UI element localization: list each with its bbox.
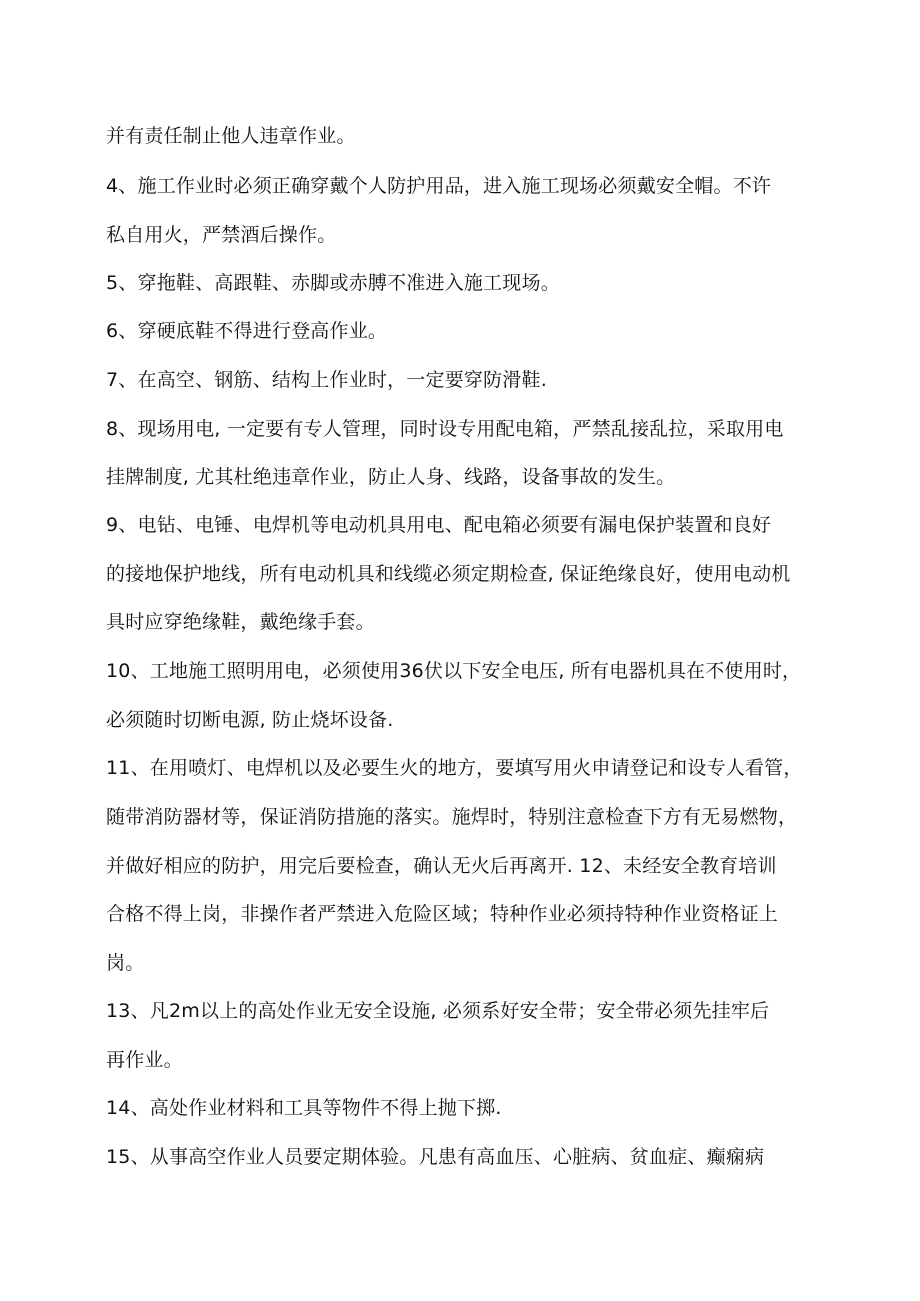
text-line: 10、工地施工照明用电，必须使用36伏以下安全电压, 所有电器机具在不使用时， — [106, 660, 802, 682]
text-line: 14、高处作业材料和工具等物件不得上抛下掷. — [106, 1097, 502, 1119]
text-line: 15、从事高空作业人员要定期体验。凡患有高血压、心脏病、贫血症、癫痫病 — [106, 1146, 765, 1168]
text-line: 再作业。 — [106, 1049, 183, 1071]
text-line: 13、凡2m以上的高处作业无安全设施, 必须系好安全带；安全带必须先挂牢后 — [106, 1000, 770, 1022]
text-line: 7、在高空、钢筋、结构上作业时，一定要穿防滑鞋. — [106, 369, 547, 391]
text-line: 的接地保护地线，所有电动机具和线缆必须定期检查, 保证绝缘良好，使用电动机 — [106, 563, 791, 585]
text-line: 5、穿拖鞋、高跟鞋、赤脚或赤膊不准进入施工现场。 — [106, 272, 560, 294]
text-line: 私自用火，严禁酒后操作。 — [106, 224, 337, 246]
text-line: 具时应穿绝缘鞋，戴绝缘手套。 — [106, 611, 375, 633]
text-line: 合格不得上岗，非操作者严禁进入危险区域；特种作业必须持特种作业资格证上 — [106, 903, 779, 925]
text-line: 8、现场用电, 一定要有专人管理，同时设专用配电箱，严禁乱接乱拉，采取用电 — [106, 418, 784, 440]
text-line: 6、穿硬底鞋不得进行登高作业。 — [106, 320, 388, 342]
text-line: 必须随时切断电源, 防止烧坏设备. — [106, 709, 394, 731]
text-line: 4、施工作业时必须正确穿戴个人防护用品，进入施工现场必须戴安全帽。不许 — [106, 175, 772, 197]
text-line: 11、在用喷灯、电焊机以及必要生火的地方，要填写用火申请登记和设专人看管， — [106, 757, 803, 779]
text-line: 并有责任制止他人违章作业。 — [106, 125, 356, 147]
text-line: 并做好相应的防护，用完后要检查，确认无火后再离开. 12、未经安全教育培训 — [106, 855, 777, 877]
text-line: 挂牌制度, 尤其杜绝违章作业，防止人身、线路，设备事故的发生。 — [106, 466, 676, 488]
text-line: 岗。 — [106, 952, 145, 974]
text-line: 9、电钻、电锤、电焊机等电动机具用电、配电箱必须要有漏电保护装置和良好 — [106, 514, 772, 536]
text-line: 随带消防器材等，保证消防措施的落实。施焊时，特别注意检查下方有无易燃物， — [106, 806, 798, 828]
